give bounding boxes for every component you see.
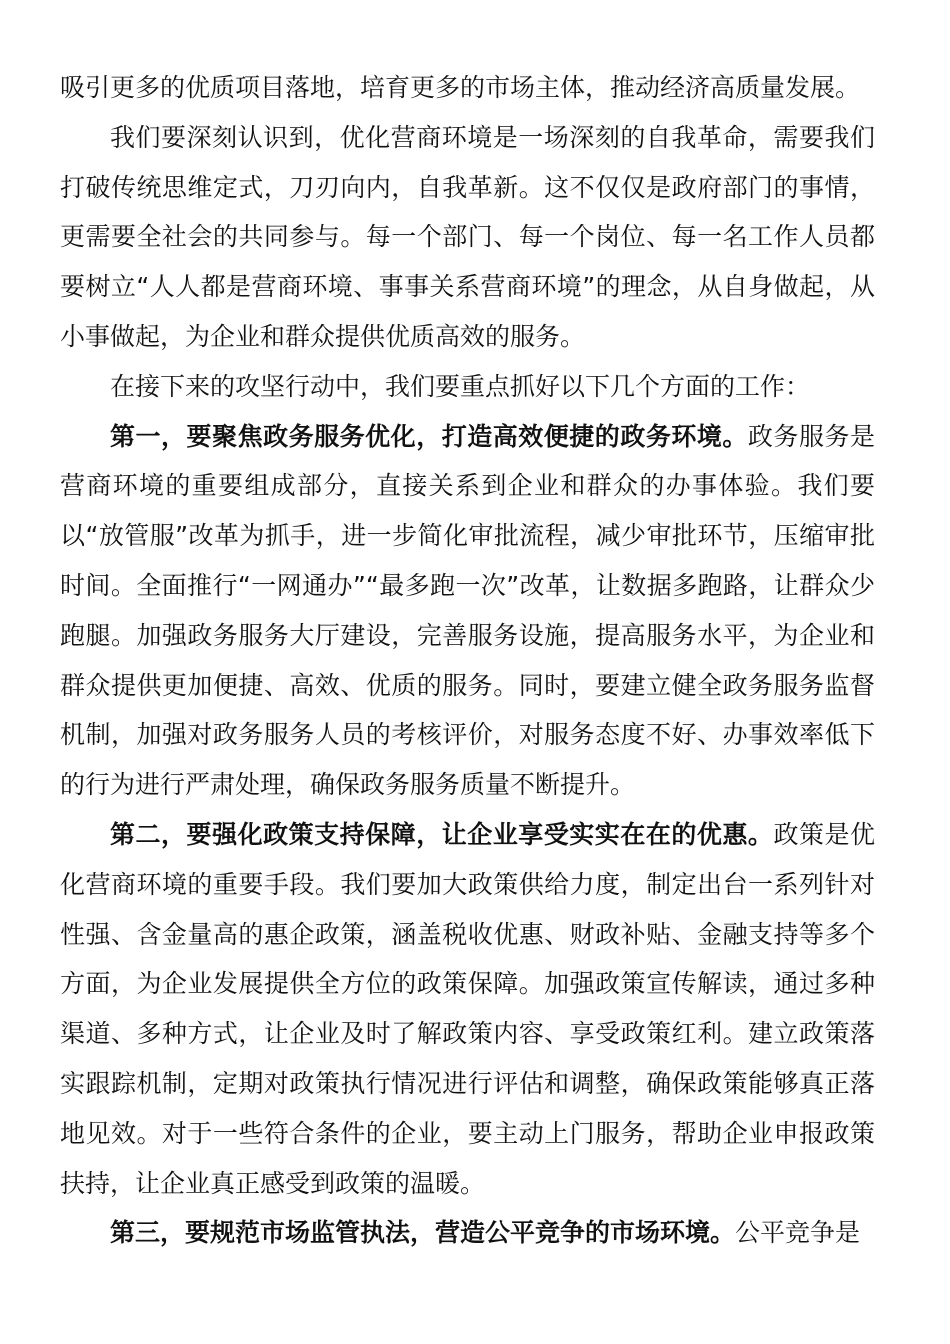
paragraph-4-lead: 第一，要聚焦政务服务优化，打造高效便捷的政务环境。 [110,421,748,451]
paragraph-6-lead: 第三，要规范市场监管执法，营造公平竞争的市场环境。 [110,1218,736,1248]
paragraph-5-lead: 第二，要强化政策支持保障，让企业享受实实在在的优惠。 [110,819,774,849]
paragraph-6 [60,1208,875,1258]
paragraph-5 [60,810,875,1208]
paragraph-3-text: 在接下来的攻坚行动中，我们要重点抓好以下几个方面的工作： [110,371,811,401]
paragraph-4 [60,412,875,810]
paragraph-6-text: 公平竞争是 [735,1218,861,1248]
paragraph-5-text: 政策是优化营商环境的重要手段。我们要加大政策供给力度，制定出台一系列针对性强、含金量高的惠企政策，涵盖税收优惠、财政补贴、金融支持等多个方面，为企业发展提供全方位的政策保障。加强政策宣传解读，通过多种渠道、多种方式，让企业及时了解政策内容、享受政策红利。建立政策落实跟踪机制，定期对政策执行情况进行评估和调整，确保政策能够真正落地见效。对于一些符合条件的企业，要主动上门服务，帮助企业申报政策扶持，让企业真正感受到政策的温暖。 [60,819,875,1198]
paragraph-2-text: 我们要深刻认识到，优化营商环境是一场深刻的自我革命，需要我们打破传统思维定式，刀刃向内，自我革新。这不仅仅是政府部门的事情，更需要全社会的共同参与。每一个部门、每一个岗位、每一名工作人员都要树立“人人都是营商环境、事事关系营商环境”的理念，从自身做起，从小事做起，为企业和群众提供优质高效的服务。 [60,122,875,351]
paragraph-4-text: 政务服务是营商环境的重要组成部分，直接关系到企业和群众的办事体验。我们要以“放管服”改革为抓手，进一步简化审批流程，减少审批环节，压缩审批时间。全面推行“一网通办”“最多跑一次”改革，让数据多跑路，让群众少跑腿。加强政务服务大厅建设，完善服务设施，提高服务水平，为企业和群众提供更加便捷、高效、优质的服务。同时，要建立健全政务服务监督机制，加强对政务服务人员的考核评价，对服务态度不好、办事效率低下的行为进行严肃处理，确保政务服务质量不断提升。 [60,421,875,800]
paragraph-3 [60,362,875,412]
document-page [60,63,875,1258]
paragraph-1 [60,63,875,113]
paragraph-2 [60,113,875,362]
paragraph-1-text: 吸引更多的优质项目落地，培育更多的市场主体，推动经济高质量发展。 [60,73,861,102]
